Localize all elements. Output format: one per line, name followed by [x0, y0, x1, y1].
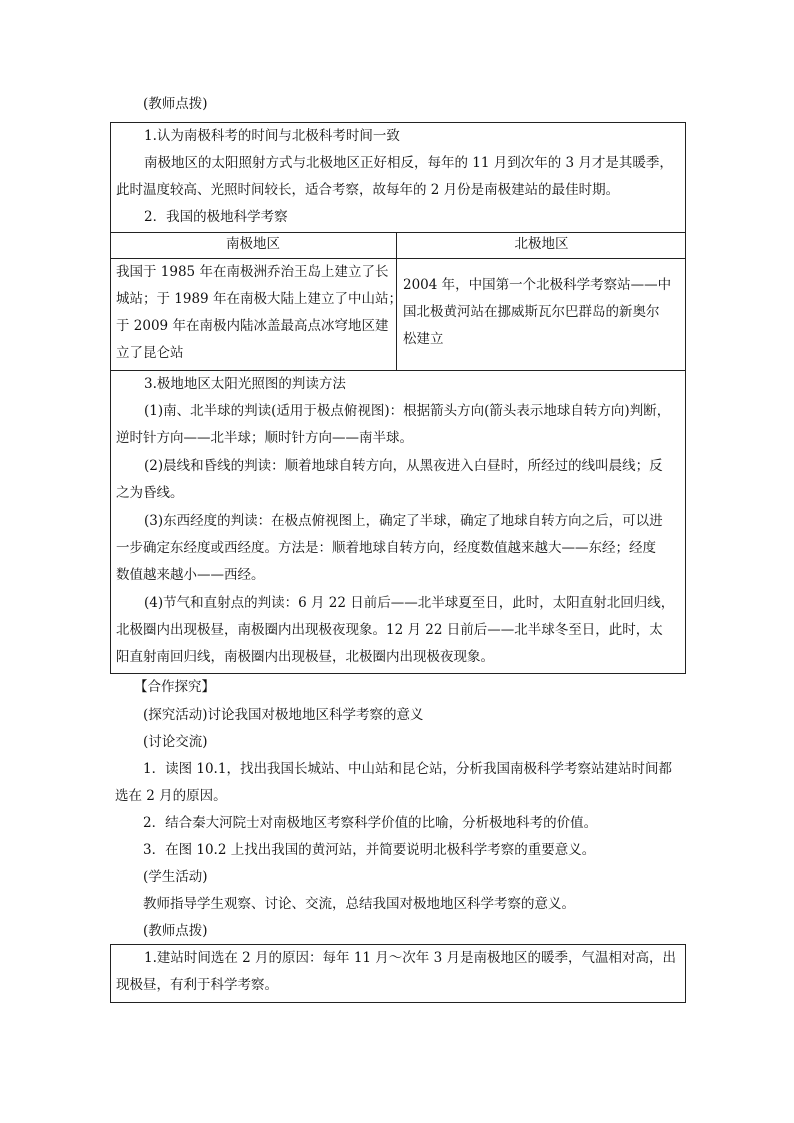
point-3-line: 之为昏线。 [116, 485, 184, 501]
table-header-line [110, 258, 686, 259]
point-1-line-1: 南极地区的太阳照射方式与北极地区正好相反，每年的 11 月到次年的 3 月才是其暖季， [144, 155, 673, 171]
point-1-line-2: 此时温度较高、光照时间较长，适合考察，故每年的 2 月份是南极建站的最佳时期。 [116, 182, 620, 198]
cooperation-heading: 【合作探究】 [134, 679, 215, 695]
north-cell-line: 松建立 [403, 331, 444, 347]
north-cell-line: 国北极黄河站在挪威斯瓦尔巴群岛的新奥尔 [403, 304, 660, 320]
answer-line-2: 现极昼，有利于科学考察。 [116, 977, 278, 993]
question-1-line-1: 1．读图 10.1，找出我国长城站、中山站和昆仑站，分析我国南极科学考察站建站时间都 [143, 761, 672, 777]
point-3-line: (1)南、北半球的判读(适用于极点俯视图)：根据箭头方向(箭头表示地球自转方向)判断， [144, 403, 671, 419]
point-1-title: 1.认为南极科考的时间与北极科考时间一致 [144, 128, 400, 144]
teacher-tip-label: (教师点拨) [143, 96, 208, 112]
south-cell-line: 于 2009 年在南极内陆冰盖最高点冰穹地区建 [116, 318, 389, 334]
point-3-line: (3)东西经度的判读：在极点俯视图上，确定了半球，确定了地球自转方向之后，可以进 [144, 513, 663, 529]
teacher-guide-text: 教师指导学生观察、讨论、交流，总结我国对极地地区科学考察的意义。 [143, 896, 575, 912]
answer-line-1: 1.建站时间选在 2 月的原因：每年 11 月～次年 3 月是南极地区的暖季，气温相对高，出 [144, 950, 676, 966]
table-top-line [110, 232, 686, 233]
point-3-line: 数值越来越小——西经。 [116, 567, 265, 583]
tip-box-1 [110, 122, 686, 674]
south-cell-line: 我国于 1985 年在南极洲乔治王岛上建立了长 [116, 264, 389, 280]
point-3-line: 一步确定东经度或西经度。方法是：顺着地球自转方向，经度数值越来越大——东经；经度 [116, 540, 656, 556]
north-cell-line: 2004 年，中国第一个北极科学考察站——中 [403, 277, 672, 293]
student-activity-label: (学生活动) [143, 869, 208, 885]
point-3-line: (4)节气和直射点的判读：6 月 22 日前后——北半球夏至日，此时，太阳直射北回归线， [144, 595, 675, 611]
table-header-north: 北极地区 [514, 236, 569, 252]
table-bottom-line [110, 370, 686, 371]
point-2-title: 2．我国的极地科学考察 [144, 209, 288, 225]
south-cell-line: 立了昆仑站 [116, 345, 184, 361]
point-3-line: 北极圈内出现极昼，南极圈内出现极夜现象。12 月 22 日前后——北半球冬至日，此时，太 [116, 622, 663, 638]
point-3-line: 阳直射南回归线，南极圈内出现极昼，北极圈内出现极夜现象。 [116, 649, 494, 665]
activity-title: (探究活动)讨论我国对极地地区科学考察的意义 [143, 707, 424, 723]
point-3-line: (2)晨线和昏线的判读：顺着地球自转方向，从黑夜进入白昼时，所经过的线叫晨线；反 [144, 458, 663, 474]
discussion-label: (讨论交流) [143, 734, 208, 750]
question-1-line-2: 选在 2 月的原因。 [115, 788, 227, 804]
table-header-south: 南极地区 [226, 236, 280, 252]
point-3-title: 3.极地地区太阳光照图的判读方法 [144, 376, 346, 392]
question-3: 3．在图 10.2 上找出我国的黄河站，并简要说明北极科学考察的重要意义。 [143, 842, 596, 858]
south-cell-line: 城站；于 1989 年在南极大陆上建立了中山站； [116, 291, 402, 307]
teacher-tip-label-2: (教师点拨) [143, 923, 208, 939]
point-3-line: 逆时针方向——北半球；顺时针方向——南半球。 [116, 430, 413, 446]
question-2: 2．结合秦大河院士对南极地区考察科学价值的比喻，分析极地科考的价值。 [143, 815, 598, 831]
